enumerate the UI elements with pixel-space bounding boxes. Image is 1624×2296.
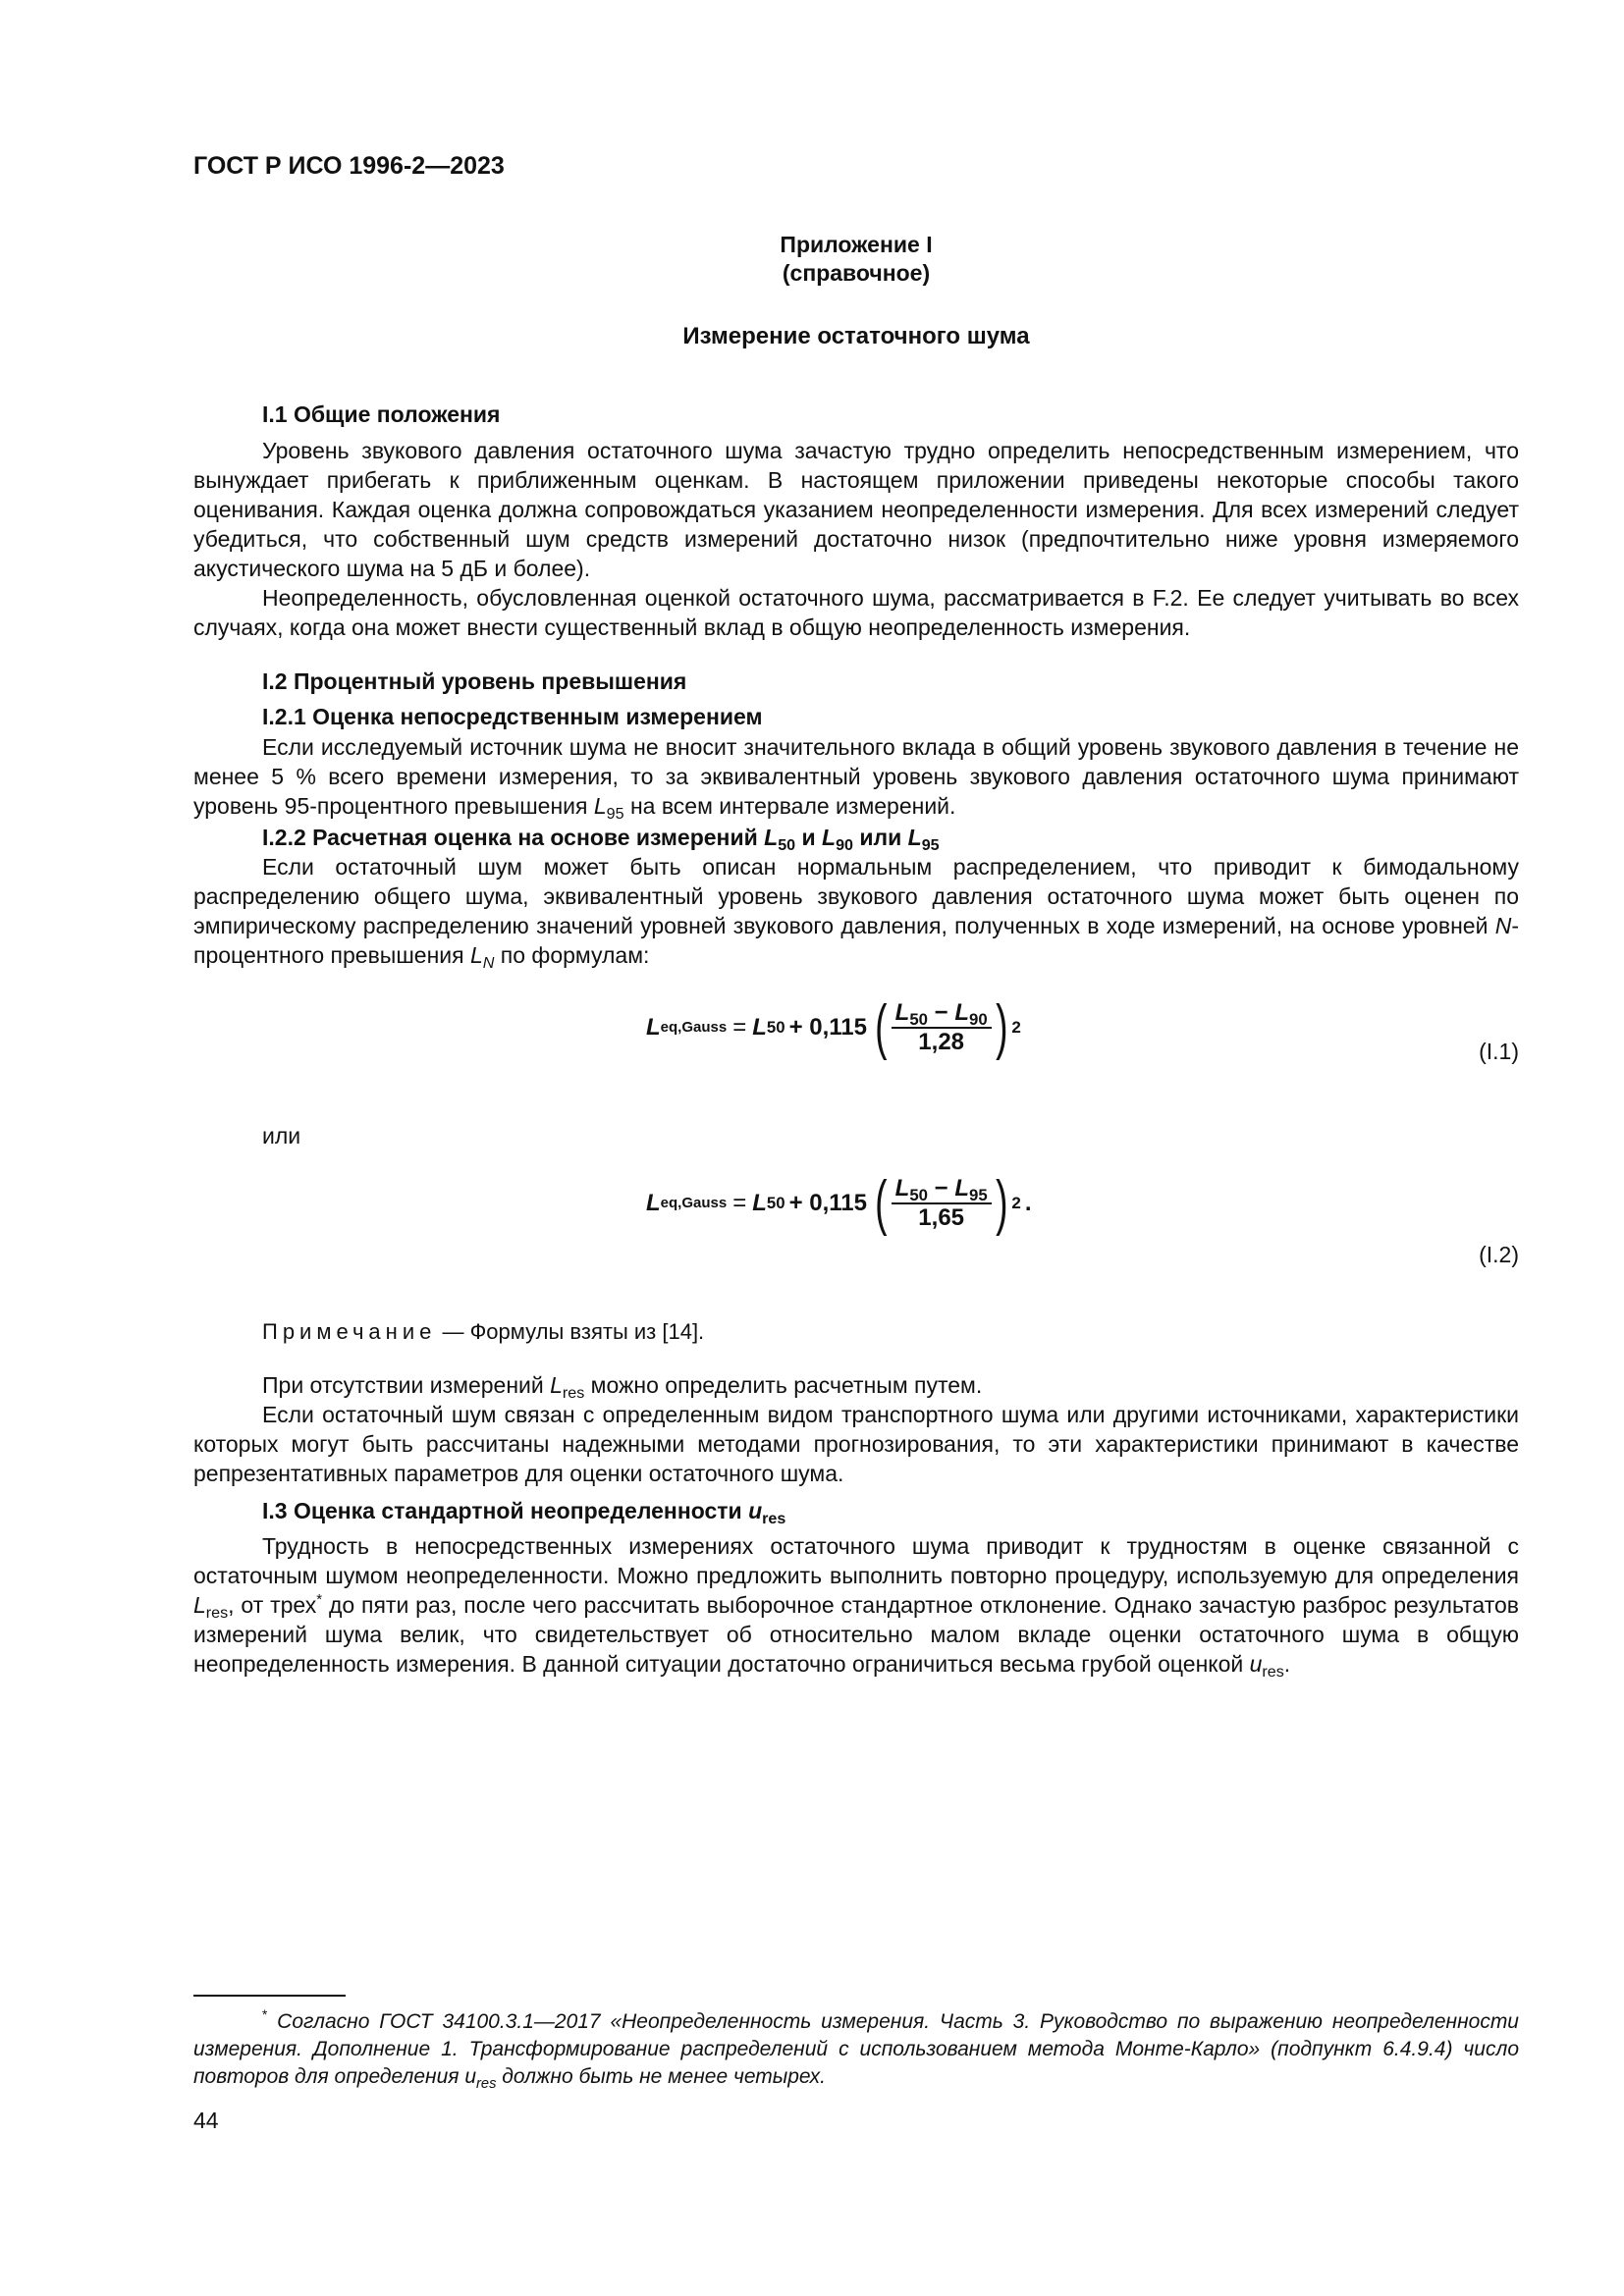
section-heading-i3: I.3 Оценка стандартной неопределенности $u_{res}$ — [262, 1498, 786, 1527]
page-number: 44 — [193, 2108, 219, 2133]
fraction: $\frac{L_{50} - L_{95}}{1,65}$ — [892, 1175, 992, 1232]
equation-i1: L eq,Gauss = L 50 + 0,115 ( $\frac{L_{50} - L_{90}}{1,28}$ ) 2 — [646, 993, 1021, 1061]
or-word: или — [262, 1123, 301, 1148]
paragraph: Уровень звукового давления остаточного шума зачастую трудно определить непосредственным измерением, что вынуждает прибегать к приближенным оценкам. В настоящем приложении приведены некоторые способы такого оценивания. Каждая оценка должна сопровождаться указанием неопределенности измерения. Для всех измерений следует убедиться, что собственный шум средств измерений достаточно низок (предпочтительно ниже уровня измеряемого акустического шума на 5 дБ и более). — [193, 438, 1519, 581]
equation-number: (I.1) — [1479, 1039, 1519, 1064]
fraction: $\frac{L_{50} - L_{90}}{1,28}$ — [892, 999, 992, 1056]
section-heading-i1: I.1 Общие положения — [262, 401, 501, 427]
document-code: ГОСТ Р ИСО 1996-2—2023 — [193, 152, 505, 180]
paragraph: Если остаточный шум может быть описан нормальным распределением, что приводит к бимодальному распределению общего шума, эквивалентный уровень звукового давления остаточного шума может быть оценен по эмпирическому распределению значений уровней звукового давления, полученных в ходе измерений, на основе уровней N-процентного превышения $L_N$ по формулам: — [193, 854, 1520, 972]
annex-type: (справочное) — [782, 260, 931, 286]
paragraph: Если остаточный шум связан с определенным видом транспортного шума или другими источниками, характеристики которых могут быть рассчитаны надежными методами прогнозирования, то эти характеристики принимают в качестве репрезентативных параметров для оценки остаточного шума. — [193, 1402, 1519, 1486]
paragraph: Неопределенность, обусловленная оценкой остаточного шума, рассматривается в F.2. Ее следует учитывать во всех случаях, когда она может внести существенный вклад в общую неопределенность измерения. — [193, 585, 1519, 640]
equation-number: (I.2) — [1479, 1242, 1519, 1267]
note: Примечание — Формулы взяты из [14]. — [262, 1319, 705, 1344]
annex-heading: Измерение остаточного шума — [682, 323, 1030, 349]
section-heading-i2-2: I.2.2 Расчетная оценка на основе измерений $L_{50}$ и $L_{90}$ или $L_{95}$ — [262, 825, 940, 854]
equation-i2: L eq,Gauss = L 50 + 0,115 ( $\frac{L_{50} - L_{95}}{1,65}$ ) 2 . — [646, 1169, 1032, 1237]
section-heading-i2-1: I.2.1 Оценка непосредственным измерением — [262, 704, 763, 729]
footnote: * Согласно ГОСТ 34100.3.1—2017 «Неопределенность измерения. Часть 3. Руководство по выражению неопределенности измерения. Дополнение 1. Трансформирование распределений с использованием метода Монте-Карло» (подпункт 6.4.9.4) число повторов для определения $u_{res}$ должно быть не менее четырех. — [193, 2007, 1519, 2092]
paragraph: Если исследуемый источник шума не вносит значительного вклада в общий уровень звукового давления в течение не менее 5 % всего времени измерения, то за эквивалентный уровень звукового давления остаточного шума принимают уровень 95-процентного превышения $L_{95}$ на всем интервале измерений. — [193, 734, 1519, 823]
section-heading-i2: I.2 Процентный уровень превышения — [262, 668, 687, 694]
paragraph: Трудность в непосредственных измерениях остаточного шума приводит к трудностям в оценке связанной с остаточным шумом неопределенности. Можно предложить выполнить повторно процедуру, используемую для определения $L_{res}$, от трех* до пяти раз, после чего рассчитать выборочное стандартное отклонение. Однако зачастую разброс результатов измерений шума велик, что свидетельствует об относительно малом вкладе оценки остаточного шума в общую неопределенность измерения. В данной ситуации достаточно ограничиться весьма грубой оценкой $u_{res}$. — [193, 1533, 1520, 1681]
annex-title: Приложение I — [780, 232, 933, 257]
paragraph: При отсутствии измерений $L_{res}$ можно определить расчетным путем. — [262, 1372, 983, 1402]
footnote-rule — [193, 1995, 346, 1997]
